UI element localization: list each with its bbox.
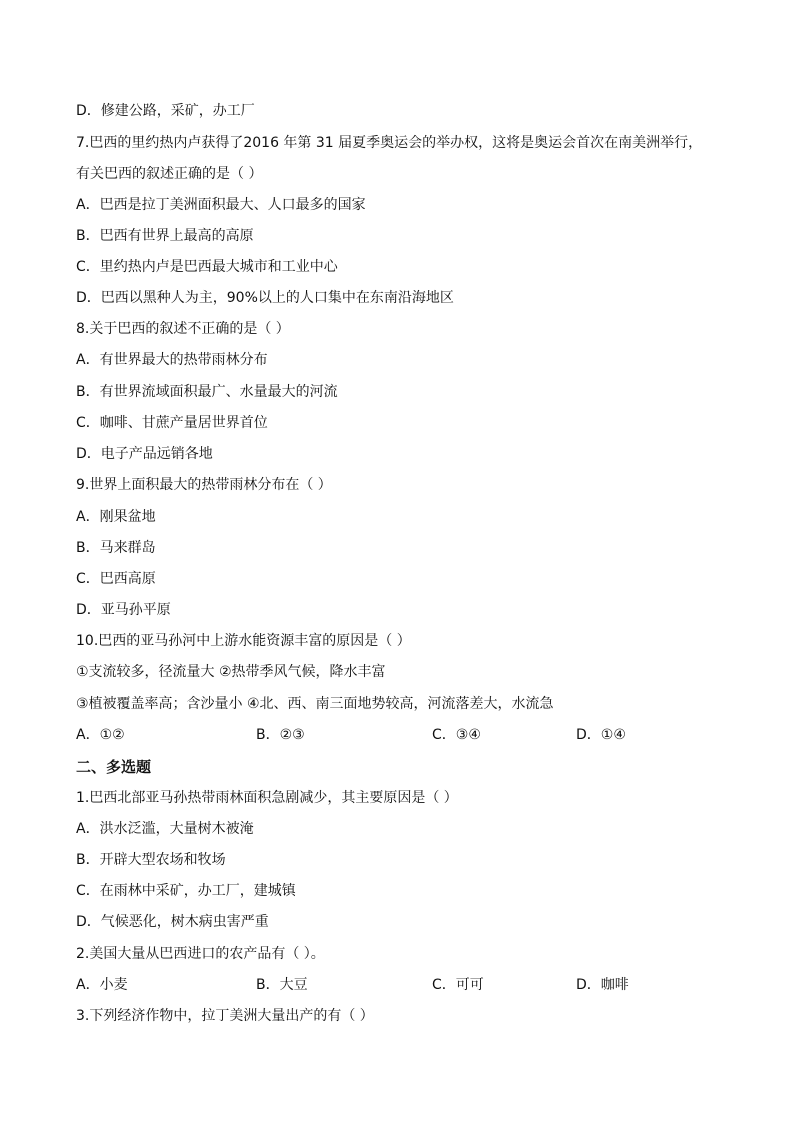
q8-option-c: C．咖啡、甘蔗产量居世界首位 bbox=[76, 415, 268, 431]
q9-option-d: D．亚马孙平原 bbox=[76, 602, 171, 618]
q7-option-d: D．巴西以黑种人为主，90%以上的人口集中在东南沿海地区 bbox=[76, 290, 454, 306]
mq1-option-b: B．开辟大型农场和牧场 bbox=[76, 852, 226, 868]
q8-option-b: B．有世界流域面积最广、水量最大的河流 bbox=[76, 384, 338, 400]
q10-option-a: A．①② bbox=[76, 727, 125, 743]
q8-option-d: D．电子产品远销各地 bbox=[76, 446, 213, 462]
mq2-option-a: A．小麦 bbox=[76, 977, 128, 993]
section-heading: 二、多选题 bbox=[76, 758, 152, 776]
mq1-option-c: C．在雨林中采矿，办工厂，建城镇 bbox=[76, 883, 296, 899]
mq2-option-b: B．大豆 bbox=[256, 977, 308, 993]
q9-option-c: C．巴西高原 bbox=[76, 571, 156, 587]
q10-option-d: D．①④ bbox=[576, 727, 626, 743]
q9-option-b: B．马来群岛 bbox=[76, 540, 156, 556]
q6-option-d: D．修建公路，采矿，办工厂 bbox=[76, 103, 255, 119]
mq2-option-d: D．咖啡 bbox=[576, 977, 629, 993]
q7-option-a: A．巴西是拉丁美洲面积最大、人口最多的国家 bbox=[76, 197, 366, 213]
mq2-stem: 2.美国大量从巴西进口的农产品有（ ）。 bbox=[76, 946, 325, 962]
q8-option-a: A．有世界最大的热带雨林分布 bbox=[76, 352, 268, 368]
q8-stem: 8.关于巴西的叙述不正确的是（ ） bbox=[76, 321, 290, 337]
q9-stem: 9.世界上面积最大的热带雨林分布在（ ） bbox=[76, 477, 332, 493]
mq1-option-d: D．气候恶化，树木病虫害严重 bbox=[76, 914, 269, 930]
q9-option-a: A．刚果盆地 bbox=[76, 509, 156, 525]
q10-statement-3-4: ③植被覆盖率高；含沙量小 ④北、西、南三面地势较高，河流落差大，水流急 bbox=[76, 696, 554, 712]
q7-option-b: B．巴西有世界上最高的高原 bbox=[76, 228, 254, 244]
q10-statement-1-2: ①支流较多，径流量大 ②热带季风气候，降水丰富 bbox=[76, 664, 386, 680]
q7-option-c: C．里约热内卢是巴西最大城市和工业中心 bbox=[76, 259, 338, 275]
mq1-stem: 1.巴西北部亚马孙热带雨林面积急剧减少，其主要原因是（ ） bbox=[76, 790, 458, 806]
q7-stem-line-1: 7.巴西的里约热内卢获得了2016 年第 31 届夏季奥运会的举办权，这将是奥运会首次在南美洲举行， bbox=[76, 135, 703, 151]
mq1-option-a: A．洪水泛滥，大量树木被淹 bbox=[76, 821, 254, 837]
q10-option-c: C．③④ bbox=[432, 727, 481, 743]
mq2-option-c: C．可可 bbox=[432, 977, 484, 993]
q10-option-b: B．②③ bbox=[256, 727, 305, 743]
q10-stem: 10.巴西的亚马孙河中上游水能资源丰富的原因是（ ） bbox=[76, 633, 411, 649]
q7-stem-line-2: 有关巴西的叙述正确的是（ ） bbox=[76, 166, 263, 182]
mq3-stem: 3.下列经济作物中，拉丁美洲大量出产的有（ ） bbox=[76, 1008, 374, 1024]
